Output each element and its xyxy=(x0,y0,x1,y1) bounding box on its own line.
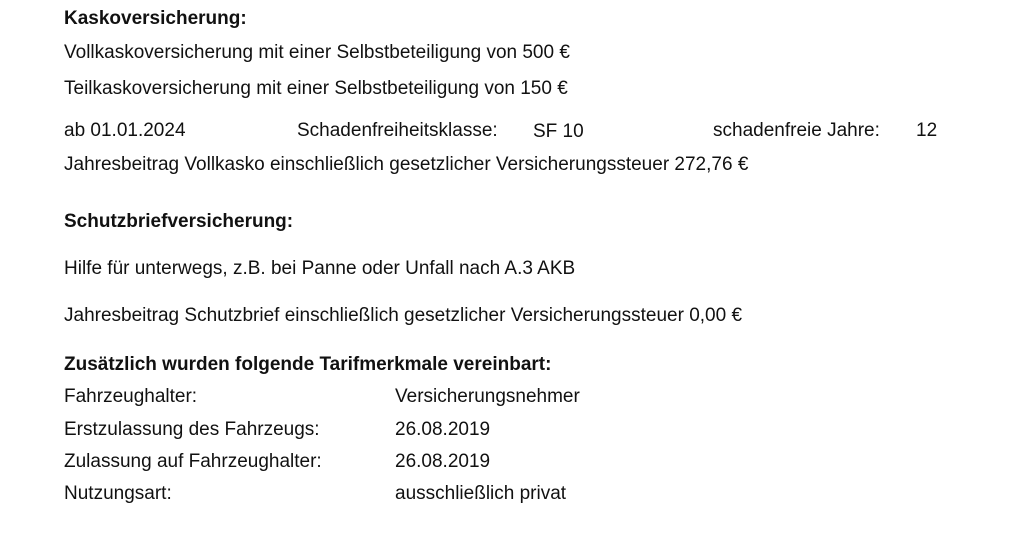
sf-class-value: SF 10 xyxy=(533,121,584,142)
claim-free-years-label: schadenfreie Jahre: xyxy=(713,120,880,141)
kasko-heading: Kaskoversicherung: xyxy=(64,8,247,29)
schutzbrief-heading: Schutzbriefversicherung: xyxy=(64,211,294,232)
teilkasko-line: Teilkaskoversicherung mit einer Selbstbeteiligung von 150 € xyxy=(64,78,568,99)
tarif-row-label: Fahrzeughalter: xyxy=(64,386,198,407)
claim-free-years-value: 12 xyxy=(916,120,938,141)
tarif-row-label: Zulassung auf Fahrzeughalter: xyxy=(64,451,322,472)
sf-class-label: Schadenfreiheitsklasse: xyxy=(297,120,498,141)
schutzbrief-annual-premium: Jahresbeitrag Schutzbrief einschließlich gesetzlicher Versicherungssteuer 0,00 € xyxy=(64,305,743,326)
tarif-heading: Zusätzlich wurden folgende Tarifmerkmale vereinbart: xyxy=(64,354,552,375)
tarif-row-value: 26.08.2019 xyxy=(395,451,491,472)
schutzbrief-help-line: Hilfe für unterwegs, z.B. bei Panne oder Unfall nach A.3 AKB xyxy=(64,258,576,279)
tarif-row-value: Versicherungsnehmer xyxy=(395,386,580,407)
tarif-row-label: Erstzulassung des Fahrzeugs: xyxy=(64,419,320,440)
vollkasko-line: Vollkaskoversicherung mit einer Selbstbeteiligung von 500 € xyxy=(64,42,570,63)
vollkasko-annual-premium: Jahresbeitrag Vollkasko einschließlich gesetzlicher Versicherungssteuer 272,76 € xyxy=(64,154,749,175)
tarif-row-label: Nutzungsart: xyxy=(64,483,172,504)
start-date: ab 01.01.2024 xyxy=(64,120,186,141)
tarif-row-value: 26.08.2019 xyxy=(395,419,491,440)
tarif-row-value: ausschließlich privat xyxy=(395,483,567,504)
